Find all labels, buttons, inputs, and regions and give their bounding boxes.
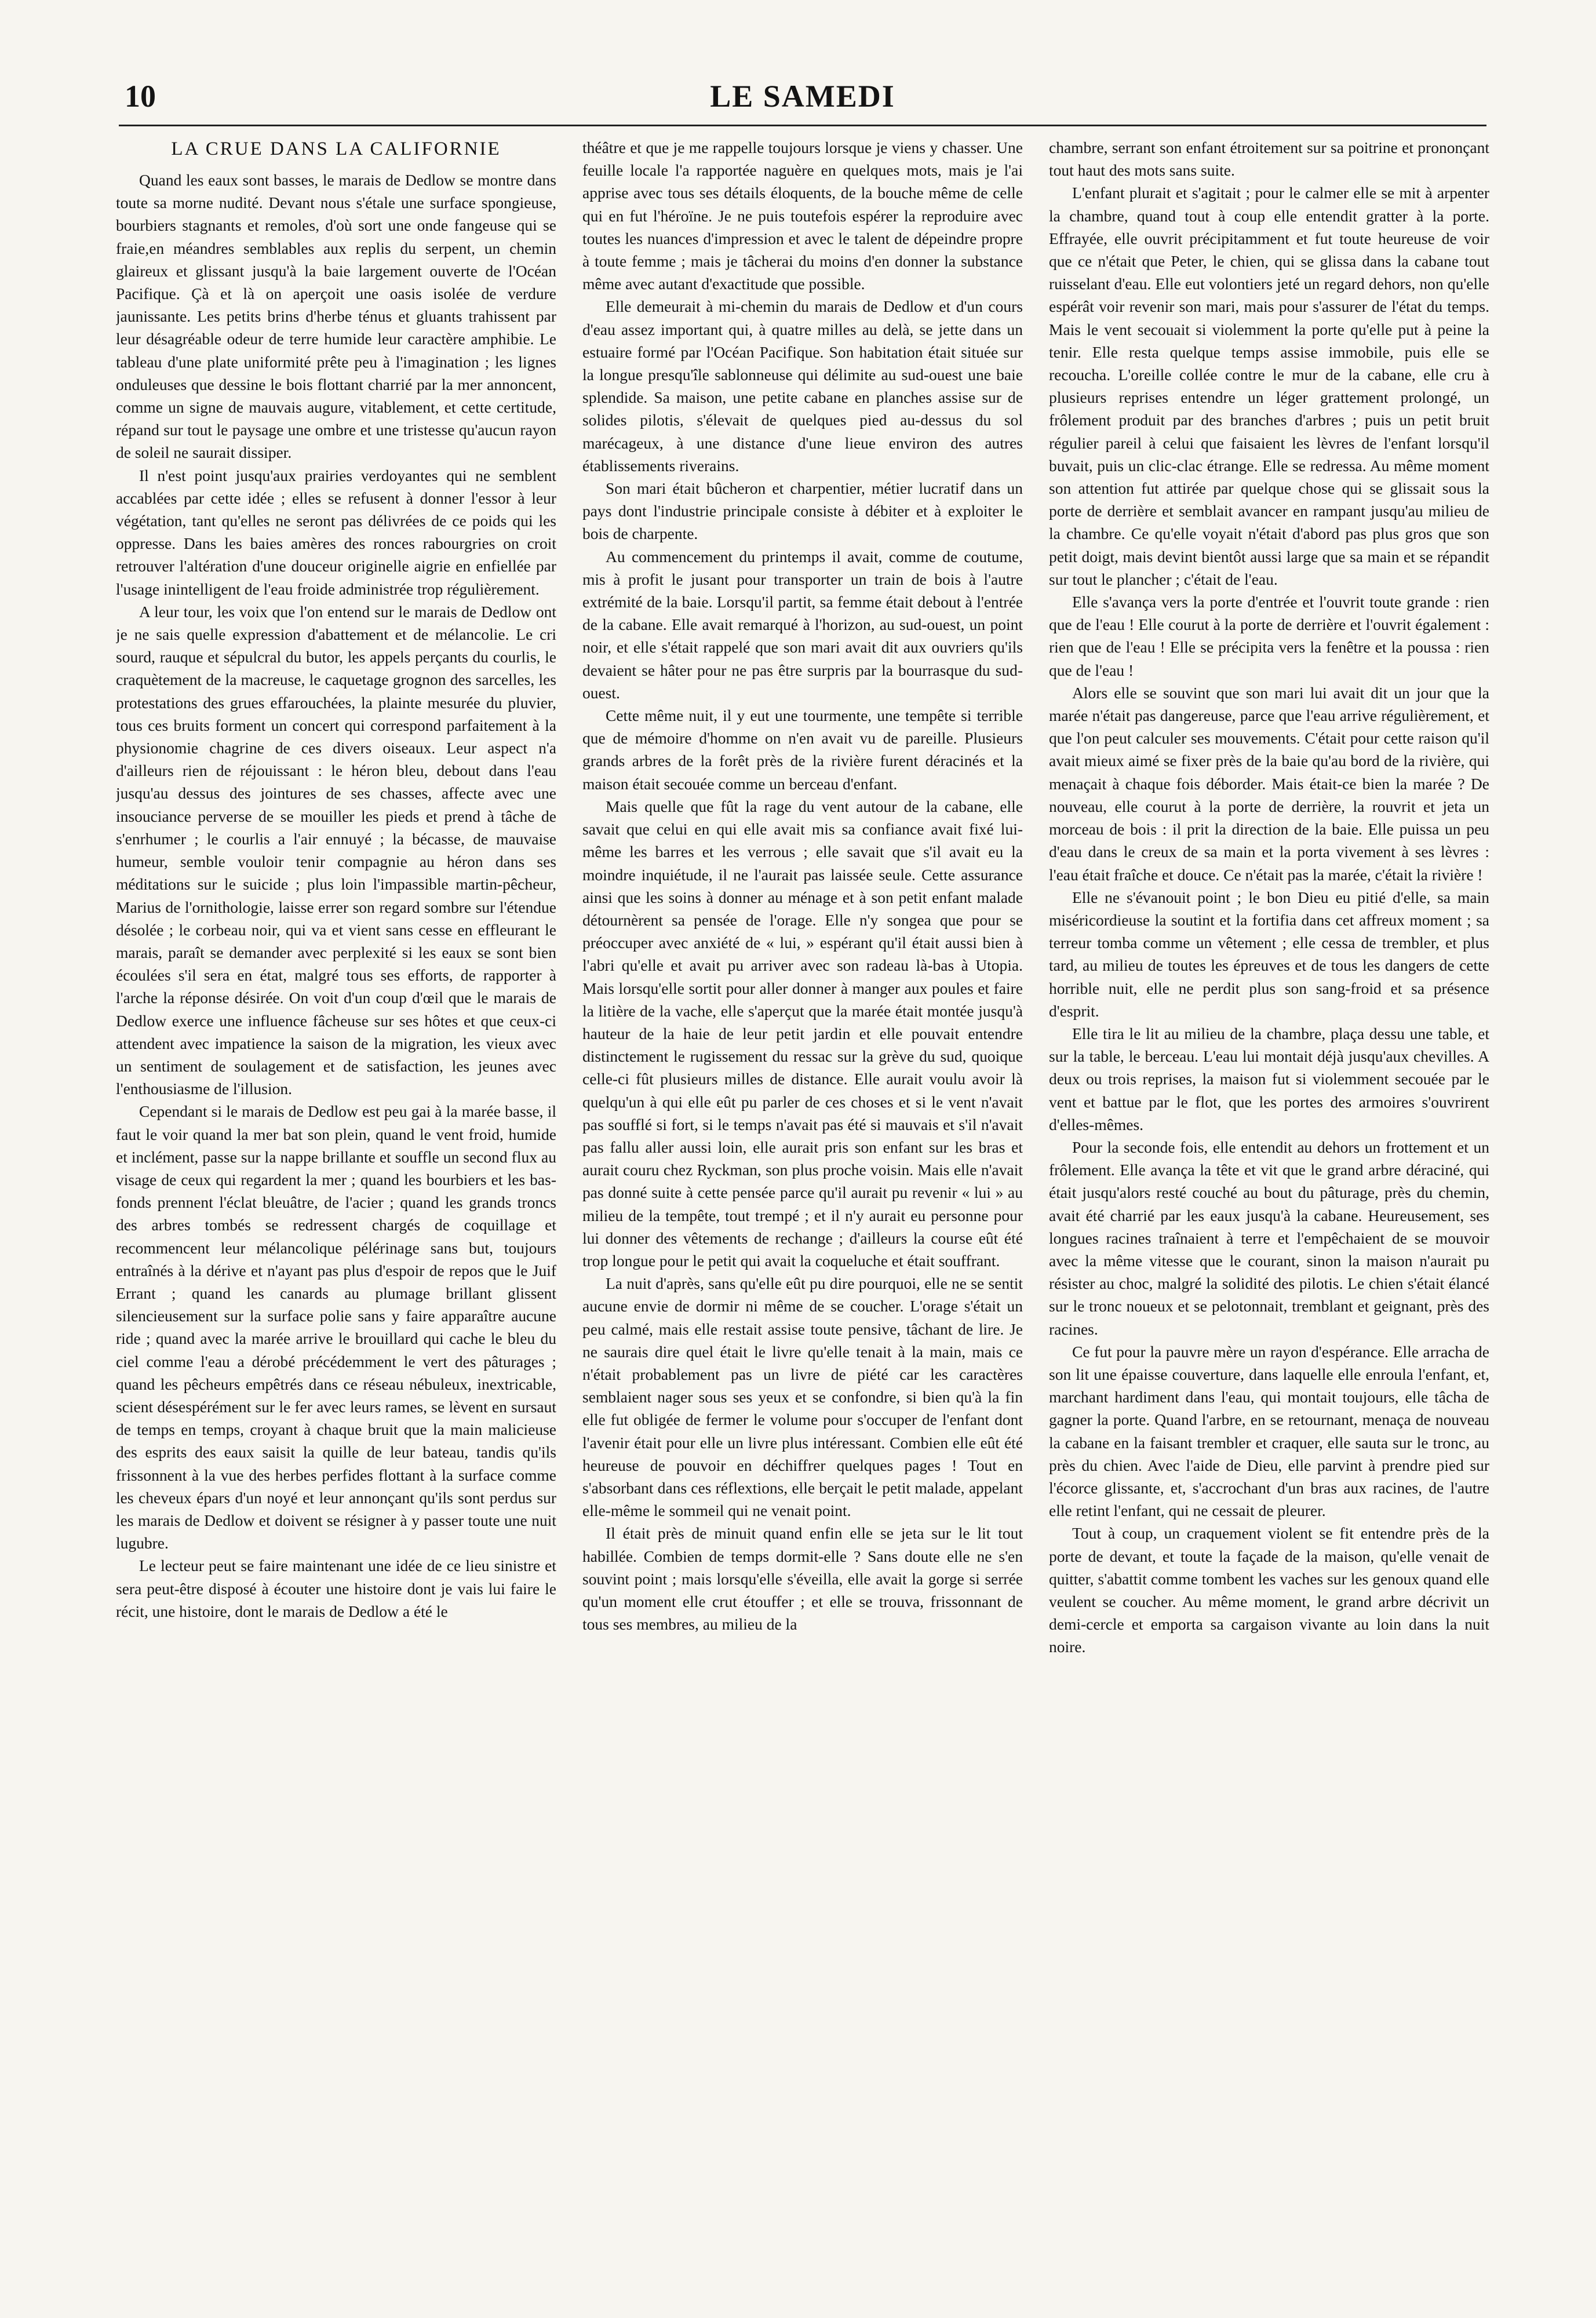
column-3: [1049, 136, 1489, 2292]
paragraph: théâtre et que je me rappelle toujours lorsque je viens y chasser. Une feuille locale l'a rapportée naguère en quelques mots, mais je l'ai apprise avec tous ses détails éloquents, de la bouche même de celle qui en fut l'héroïne. Je ne puis toutefois espérer la reproduire avec toutes les nuances d'impression et avec le talent de dépeindre propre à toute femme ; mais je tâcherai du moins d'en donner la substance même avec autant d'exactitude que possible.: [582, 139, 1023, 293]
page-header: [119, 78, 1486, 126]
paragraph: Elle demeurait à mi-chemin du marais de Dedlow et d'un cours d'eau assez important qui, à quatre milles au delà, se jette dans un estuaire formé par l'Océan Pacifique. Son habitation était située sur la longue presqu'île sablonneuse qui délimite au sud-ouest une baie splendide. Sa maison, une petite cabane en planches assise sur de solides pilotis, s'élevait de quelques pied au-dessus du sol marécageux, à une distance d'une lieue environ des autres établissements riverains.: [582, 297, 1023, 475]
paragraph: Quand les eaux sont basses, le marais de Dedlow se montre dans toute sa morne nudité. Devant nous s'étale une surface spongieuse, bourbiers stagnants et remoles, d'où sort une onde fangeuse qui se fraie,en méandres semblables aux replis du serpent, un chemin glaireux et glissant jusqu'à la baie largement ouverte de l'Océan Pacifique. Çà et là on aperçoit une oasis isolée de verdure jaunissante. Les petits brins d'herbe ténus et gluants trahissent par leur désagréable odeur de terre humide leur caractère amphibie. Le tableau d'une plate uniformité prête peu à l'imagination ; les lignes onduleuses que dessine le bois flottant charrié par la mer annoncent, comme un signe de mauvais augure, vitablement, et cette certitude, répand sur tout le paysage une ombre et une tristesse qu'aucun rayon de soleil ne saurait dissiper.: [116, 171, 556, 462]
paragraph: Son mari était bûcheron et charpentier, métier lucratif dans un pays dont l'industrie principale consiste à débiter et à exploiter le bois de charpente.: [582, 479, 1023, 543]
paragraph: Pour la seconde fois, elle entendit au dehors un frottement et un frôlement. Elle avança la tête et vit que le grand arbre déraciné, qui était jusqu'alors resté couché au bout du pâturage, près du chemin, avait été charrié par les eaux jusqu'à la cabane. Heureusement, ses longues racines traînaient à terre et l'empêchaient de se mouvoir avec la même vitesse que le courant, sinon la maison n'aurait pu résister au choc, malgré la solidité des pilotis. Le chien s'était élancé sur le tronc noueux et se pelotonnait, tremblant et geignant, près des racines.: [1049, 1138, 1489, 1338]
journal-title: LE SAMEDI: [710, 79, 895, 114]
article-columns: [116, 136, 1489, 2292]
paragraph: Au commencement du printemps il avait, comme de coutume, mis à profit le jusant pour transporter un train de bois à l'autre extrémité de la baie. Lorsqu'il partit, sa femme était debout à l'entrée de la cabane. Elle avait remarqué à l'horizon, au sud-ouest, un point noir, et elle s'était rappelé que son mari avait dit aux ouvriers qu'ils devaient se hâter pour ne pas être surpris par la bourrasque du sud-ouest.: [582, 547, 1023, 702]
paragraph: A leur tour, les voix que l'on entend sur le marais de Dedlow ont je ne sais quelle expression d'abattement et de mélancolie. Le cri sourd, rauque et sépulcral du butor, les appels perçants du courlis, le craquètement de la macreuse, le caquetage grognon des sarcelles, les protestations des grues effarouchées, la plainte mesurée du pluvier, tous ces bruits forment un concert qui correspond parfaitement à la physionomie chagrine de ces divers oiseaux. Leur aspect n'a d'ailleurs rien de réjouissant : le héron bleu, debout dans l'eau jusqu'au dessus des jointures de ses chasses, affecte avec une insouciance perverse de se mouiller les pieds et prend à tâche de s'enrhumer ; le courlis a l'air ennuyé ; la bécasse, de mauvaise humeur, semble vouloir tenir compagnie au héron dans ses méditations sur le suicide ; plus loin l'impassible martin-pêcheur, Marius de l'ornithologie, laisse errer son regard sombre sur l'étendue désolée ; le corbeau noir, qui va et vient sans cesse en effleurant le marais, paraît se demander avec perplexité si les eaux se sont bien écoulées s'il sera en état, malgré tous ses efforts, de rapporter à l'arche la réponse désirée. On voit d'un coup d'œil que le marais de Dedlow exerce une influence fâcheuse sur ses hôtes et que ceux-ci attendent avec impatience la saison de la migration, les vieux avec un sentiment de soulagement et de satisfaction, les jeunes avec l'enthousiasme de l'illusion.: [116, 602, 556, 1098]
paragraph: Il n'est point jusqu'aux prairies verdoyantes qui ne semblent accablées par cette idée ; elles se refusent à donner l'essor à leur végétation, tant qu'elles ne seront pas délivrées de ce poids qui les oppresse. Dans les baies amères des ronces rabourgries on croit retrouver l'altération d'une douceur originelle aigrie en enfiellée par l'usage inintelligent de l'eau froide administrée trop régulièrement.: [116, 466, 556, 598]
column-1: [116, 136, 556, 2292]
paragraph: chambre, serrant son enfant étroitement sur sa poitrine et prononçant tout haut des mots sans suite.: [1049, 139, 1489, 180]
paragraph: La nuit d'après, sans qu'elle eût pu dire pourquoi, elle ne se sentit aucune envie de dormir ni même de se coucher. L'orage s'était un peu calmé, mais elle restait assise toute pensive, tâchant de lire. Je ne saurais dire quel était le livre qu'elle tenait à la main, mais ce n'était probablement pas un livre de piété car les caractères semblaient nager sous ses yeux et se confondre, si bien qu'à la fin elle fut obligée de fermer le volume pour s'occuper de l'enfant dont l'avenir était pour elle un livre plus intéressant. Combien elle eût été heureuse de pouvoir en déchiffrer quelques pages ! Tout en s'absorbant dans ces réflextions, elle berçait le petit malade, appelant elle-même le sommeil qui ne venait point.: [582, 1274, 1023, 1520]
paragraph: Cependant si le marais de Dedlow est peu gai à la marée basse, il faut le voir quand la mer bat son plein, quand le vent froid, humide et inclément, passe sur la nappe brillante et souffle un second flux au visage de ceux qui regardent la mer ; quand les bourbiers et les bas-fonds prennent l'éclat bleuâtre, de l'acier ; quand les grands troncs des arbres tombés se redressent chargés de coquillage et recommencent leur mélancolique pélérinage sans but, toujours entraînés à la dérive et n'ayant pas plus d'espoir de repos que le Juif Errant ; quand les canards au plumage brillant glissent silencieusement sur la surface polie sans y faire apparaître aucune ride ; quand avec la marée arrive le brouillard qui cache le bleu du ciel comme l'eau a dérobé précédemment le vert des pâturages ; quand les pêcheurs empêtrés dans ce réseau nébuleux, inextricable, scient désespérément sur le fer avec leurs rames, se lèvent en sursaut de temps en temps, croyant à chaque bruit que la main malicieuse des esprits des eaux saisit la quille de leur bateau, tandis qu'ils frissonnent à la vue des herbes perfides flottant à la surface comme les cheveux épars d'un noyé et leur annonçant qu'ils sont perdus sur les marais de Dedlow et doivent se résigner à y passer toute une nuit lugubre.: [116, 1102, 556, 1552]
paragraph: Elle s'avança vers la porte d'entrée et l'ouvrit toute grande : rien que de l'eau ! Elle courut à la porte de derrière et l'ouvrit également : rien que de l'eau ! Elle se précipita vers la fenêtre et la poussa : rien que de l'eau !: [1049, 593, 1489, 679]
paragraph: Cette même nuit, il y eut une tourmente, une tempête si terrible que de mémoire d'homme on n'en avait vu de pareille. Plusieurs grands arbres de la forêt près de la rivière furent déracinés et la maison était secouée comme un berceau d'enfant.: [582, 706, 1023, 793]
page-number: 10: [125, 79, 156, 114]
column-2: [582, 136, 1023, 2292]
paragraph: Tout à coup, un craquement violent se fit entendre près de la porte de devant, et toute la façade de la maison, qu'elle venait de quitter, s'abattit comme tombent les vaches sur les genoux quand elle veulent se coucher. Au même moment, le grand arbre décrivit un demi-cercle et emporta sa cargaison vivante au loin dans la nuit noire.: [1049, 1524, 1489, 1656]
article-title: LA CRUE DANS LA CALIFORNIE: [171, 139, 501, 159]
paragraph: Elle tira le lit au milieu de la chambre, plaça dessu une table, et sur la table, le berceau. L'eau lui montait déjà jusqu'aux chevilles. A deux ou trois reprises, la maison fut si violemment secouée par le vent et battue par le flot, que les portes des armoires s'ouvrirent d'elles-mêmes.: [1049, 1024, 1489, 1134]
paragraph: Le lecteur peut se faire maintenant une idée de ce lieu sinistre et sera peut-être disposé à écouter une histoire dont je vais lui faire le récit, une histoire, dont le marais de Dedlow a été le: [116, 1557, 556, 1620]
paragraph: Alors elle se souvint que son mari lui avait dit un jour que la marée n'était pas dangereuse, parce que l'eau arrive régulièrement, et que l'on peut calculer ses mouvements. C'était pour cette raison qu'il avait mieux aimé se fixer près de la baie qu'au bord de la rivière, qui menaçait à chaque fois déborder. Mais était-ce bien la marée ? De nouveau, elle courut à la porte de derrière, la rouvrit et jeta un morceau de bois : il prit la direction de la baie. Elle puissa un peu d'eau dans le creux de sa main et la porta vivement à ses lèvres : l'eau était fraîche et douce. Ce n'était pas la marée, c'était la rivière !: [1049, 683, 1489, 884]
paragraph: Il était près de minuit quand enfin elle se jeta sur le lit tout habillée. Combien de temps dormit-elle ? Sans doute elle ne s'en souvint point ; mais lorsqu'elle s'éveilla, elle avait la gorge si serrée qu'un moment elle crut étouffer ; et elle se trouva, frissonnant de tous ses membres, au milieu de la: [582, 1524, 1023, 1634]
paragraph: Ce fut pour la pauvre mère un rayon d'espérance. Elle arracha de son lit une épaisse couverture, dans laquelle elle enroula l'enfant, et, marchant hardiment dans l'eau, qui montait toujours, elle tâcha de gagner la porte. Quand l'arbre, en se retournant, menaça de nouveau la cabane en la faisant trembler et craquer, elle sauta sur le tronc, au près du chien. Avec l'aide de Dieu, elle parvint à prendre pied sur l'écorce glissante, et, s'accrochant d'un bras aux racines, de l'autre elle retint l'enfant, qui ne cessait de pleurer.: [1049, 1342, 1489, 1520]
paragraph: L'enfant plurait et s'agitait ; pour le calmer elle se mit à arpenter la chambre, quand tout à coup elle entendit gratter à la porte. Effrayée, elle ouvrit précipitamment et fut toute heureuse de voir que ce n'était que Peter, le chien, qui se glissa dans la cabane tout ruisselant d'eau. Elle eut volontiers jeté un regard dehors, non qu'elle espérât voir revenir son mari, mais pour s'assurer de l'état du temps. Mais le vent secouait si violemment la porte qu'elle put à peine la tenir. Elle resta quelque temps assise immobile, puis elle se recoucha. L'oreille collée contre le mur de la cabane, elle cru à plusieurs reprises entendre un léger grattement prolongé, un frôlement produit par des branches d'arbres ; puis un petit bruit régulier pareil à celui que faisaient les lèvres de l'enfant lorsqu'il buvait, puis un clic-clac étrange. Elle se redressa. Au même moment son attention fut attirée par quelque chose qui se glissait sous la porte de derrière et semblait avancer en rampant jusqu'au milieu de la chambre. Ce qu'elle voyait n'était d'abord pas plus gros que son petit doigt, mais devint bientôt aussi large que sa main et se répandit sur tout le plancher ; c'était de l'eau.: [1049, 184, 1489, 588]
paragraph: Mais quelle que fût la rage du vent autour de la cabane, elle savait que celui en qui elle avait mis sa confiance avait fixé lui-même les barres et les verrous ; elle savait que s'il avait eu la moindre inquiétude, il ne l'aurait pas laissée seule. Cette assurance ainsi que les soins à donner au ménage et à son petit enfant malade détournèrent sa pensée de l'orage. Elle n'y songea que pour se préoccuper avec anxiété de « lui, » espérant qu'il était aussi bien à l'abri qu'elle et avait pu arriver avec son radeau là-bas à Utopia. Mais lorsqu'elle sortit pour aller donner à manger aux poules et faire la litière de la vache, elle s'aperçut que la marée était montée jusqu'à hauteur de la haie de leur petit jardin et elle pouvait entendre distinctement le rugissement du ressac sur la grève du sud, quoique celle-ci fût plusieurs milles de distance. Elle aurait voulu avoir là quelqu'un à qui elle eût pu parler de ces choses et si le vent n'avait pas soufflé si fort, si le temps n'avait pas été si mauvais et s'il n'avait pas fallu aller aussi loin, elle aurait pris son enfant sur les bras et aurait couru chez Ryckman, son plus proche voisin. Mais elle n'avait pas donné suite à cette pensée parce qu'il aurait pu revenir « lui » au milieu de la tempête, tout trempé ; et il n'y aurait eu personne pour lui donner des vêtements de rechange ; d'ailleurs la course eût été trop longue pour le petit qui avait la coqueluche et était souffrant.: [582, 797, 1023, 1270]
paragraph: Elle ne s'évanouit point ; le bon Dieu eu pitié d'elle, sa main miséricordieuse la soutint et la fortifia dans cet affreux moment ; sa terreur tomba comme un vêtement ; elle cessa de trembler, et plus tard, au milieu de toutes les épreuves et de tous les dangers de cette horrible nuit, elle ne perdit plus son sang-froid et sa présence d'esprit.: [1049, 888, 1489, 1020]
